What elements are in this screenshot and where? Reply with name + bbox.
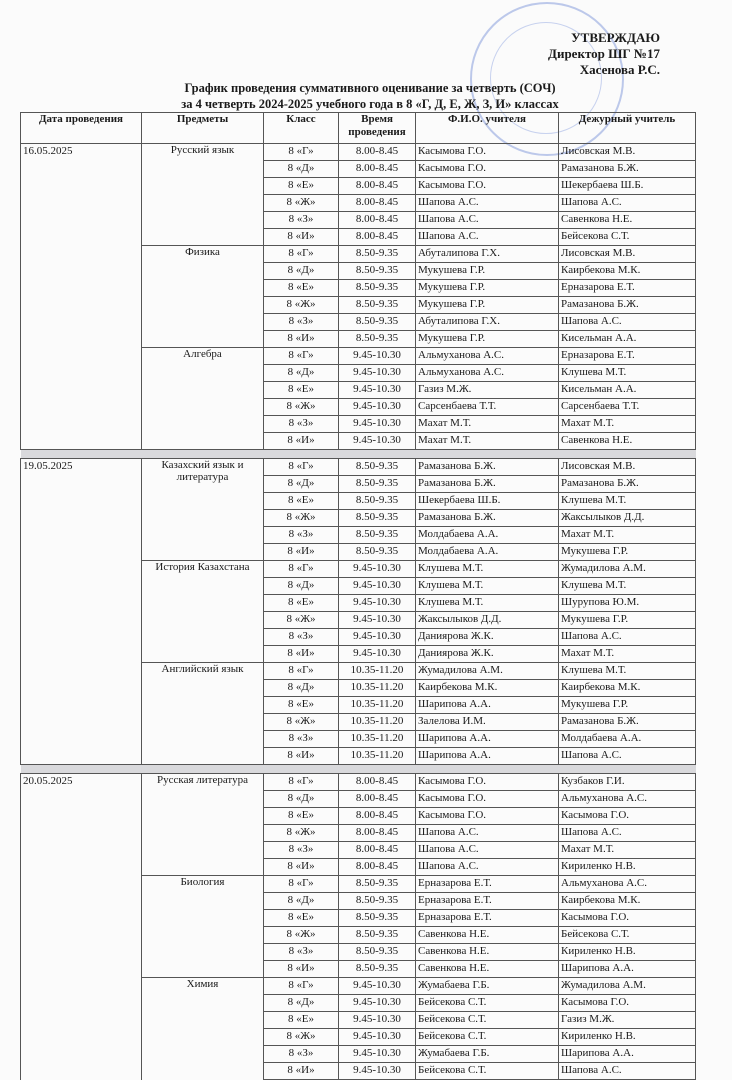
class-cell: 8 «И» xyxy=(264,748,339,765)
duty-teacher-cell: Кириленко Н.В. xyxy=(559,859,696,876)
approval-position: Директор ШГ №17 xyxy=(548,46,660,61)
time-cell: 9.45-10.30 xyxy=(339,433,416,450)
time-cell: 8.00-8.45 xyxy=(339,825,416,842)
teacher-cell: Мукушева Г.Р. xyxy=(416,297,559,314)
duty-teacher-cell: Кириленко Н.В. xyxy=(559,1029,696,1046)
time-cell: 8.50-9.35 xyxy=(339,246,416,263)
time-cell: 8.50-9.35 xyxy=(339,263,416,280)
duty-teacher-cell: Мукушева Г.Р. xyxy=(559,544,696,561)
time-cell: 8.50-9.35 xyxy=(339,527,416,544)
time-cell: 8.50-9.35 xyxy=(339,314,416,331)
teacher-cell: Залелова И.М. xyxy=(416,714,559,731)
teacher-cell: Шапова А.С. xyxy=(416,842,559,859)
duty-teacher-cell: Махат М.Т. xyxy=(559,416,696,433)
time-cell: 8.50-9.35 xyxy=(339,476,416,493)
teacher-cell: Шарипова А.А. xyxy=(416,697,559,714)
approval-name: Хасенова Р.С. xyxy=(579,62,660,77)
class-cell: 8 «И» xyxy=(264,646,339,663)
day-separator-cell xyxy=(21,450,696,459)
subject-cell: Английский язык xyxy=(142,663,264,765)
class-cell: 8 «Ж» xyxy=(264,399,339,416)
schedule-body xyxy=(21,144,696,1080)
duty-teacher-cell: Кузбаков Г.И. xyxy=(559,774,696,791)
title-line-2: за 4 четверть 2024-2025 учебного года в 8 «Г, Д, Е, Ж, З, И» классах xyxy=(181,97,559,111)
duty-teacher-cell: Газиз М.Ж. xyxy=(559,1012,696,1029)
duty-teacher-cell: Молдабаева А.А. xyxy=(559,731,696,748)
teacher-cell: Абуталипова Г.Х. xyxy=(416,314,559,331)
duty-teacher-cell: Каирбекова М.К. xyxy=(559,680,696,697)
teacher-cell: Махат М.Т. xyxy=(416,433,559,450)
teacher-cell: Савенкова Н.Е. xyxy=(416,927,559,944)
subject-cell: Биология xyxy=(142,876,264,978)
teacher-cell: Шапова А.С. xyxy=(416,195,559,212)
teacher-cell: Шапова А.С. xyxy=(416,859,559,876)
class-cell: 8 «Г» xyxy=(264,876,339,893)
time-cell: 9.45-10.30 xyxy=(339,382,416,399)
duty-teacher-cell: Ерназарова Е.Т. xyxy=(559,280,696,297)
duty-teacher-cell: Шапова А.С. xyxy=(559,1063,696,1080)
class-cell: 8 «Г» xyxy=(264,561,339,578)
header-duty-teacher: Дежурный учитель xyxy=(559,113,696,144)
duty-teacher-cell: Каирбекова М.К. xyxy=(559,893,696,910)
class-cell: 8 «Ж» xyxy=(264,510,339,527)
duty-teacher-cell: Шурупова Ю.М. xyxy=(559,595,696,612)
time-cell: 8.50-9.35 xyxy=(339,944,416,961)
time-cell: 9.45-10.30 xyxy=(339,416,416,433)
duty-teacher-cell: Клушева М.Т. xyxy=(559,493,696,510)
duty-teacher-cell: Лисовская М.В. xyxy=(559,144,696,161)
class-cell: 8 «Д» xyxy=(264,263,339,280)
teacher-cell: Газиз М.Ж. xyxy=(416,382,559,399)
teacher-cell: Касымова Г.О. xyxy=(416,161,559,178)
teacher-cell: Касымова Г.О. xyxy=(416,774,559,791)
time-cell: 8.50-9.35 xyxy=(339,510,416,527)
time-cell: 8.00-8.45 xyxy=(339,212,416,229)
duty-teacher-cell: Махат М.Т. xyxy=(559,842,696,859)
teacher-cell: Ерназарова Е.Т. xyxy=(416,910,559,927)
duty-teacher-cell: Шапова А.С. xyxy=(559,748,696,765)
teacher-cell: Савенкова Н.Е. xyxy=(416,961,559,978)
class-cell: 8 «Е» xyxy=(264,910,339,927)
time-cell: 9.45-10.30 xyxy=(339,399,416,416)
duty-teacher-cell: Жумадилова А.М. xyxy=(559,561,696,578)
teacher-cell: Мукушева Г.Р. xyxy=(416,331,559,348)
class-cell: 8 «И» xyxy=(264,433,339,450)
class-cell: 8 «Ж» xyxy=(264,612,339,629)
time-cell: 8.00-8.45 xyxy=(339,859,416,876)
duty-teacher-cell: Каирбекова М.К. xyxy=(559,263,696,280)
duty-teacher-cell: Клушева М.Т. xyxy=(559,578,696,595)
class-cell: 8 «З» xyxy=(264,416,339,433)
class-cell: 8 «И» xyxy=(264,229,339,246)
header-date: Дата проведения xyxy=(21,113,142,144)
teacher-cell: Рамазанова Б.Ж. xyxy=(416,476,559,493)
duty-teacher-cell: Шарипова А.А. xyxy=(559,961,696,978)
time-cell: 10.35-11.20 xyxy=(339,714,416,731)
duty-teacher-cell: Шекербаева Ш.Б. xyxy=(559,178,696,195)
duty-teacher-cell: Клушева М.Т. xyxy=(559,365,696,382)
class-cell: 8 «Д» xyxy=(264,680,339,697)
class-cell: 8 «Е» xyxy=(264,595,339,612)
time-cell: 9.45-10.30 xyxy=(339,348,416,365)
class-cell: 8 «И» xyxy=(264,544,339,561)
class-cell: 8 «З» xyxy=(264,527,339,544)
duty-teacher-cell: Савенкова Н.Е. xyxy=(559,212,696,229)
duty-teacher-cell: Ерназарова Е.Т. xyxy=(559,348,696,365)
teacher-cell: Клушева М.Т. xyxy=(416,578,559,595)
time-cell: 8.50-9.35 xyxy=(339,331,416,348)
duty-teacher-cell: Касымова Г.О. xyxy=(559,808,696,825)
duty-teacher-cell: Рамазанова Б.Ж. xyxy=(559,714,696,731)
duty-teacher-cell: Альмуханова А.С. xyxy=(559,876,696,893)
class-cell: 8 «З» xyxy=(264,314,339,331)
duty-teacher-cell: Махат М.Т. xyxy=(559,646,696,663)
teacher-cell: Ерназарова Е.Т. xyxy=(416,876,559,893)
schedule-table xyxy=(20,112,696,1080)
header-teacher: Ф.И.О. учителя xyxy=(416,113,559,144)
teacher-cell: Касымова Г.О. xyxy=(416,178,559,195)
duty-teacher-cell: Сарсенбаева Т.Т. xyxy=(559,399,696,416)
time-cell: 8.00-8.45 xyxy=(339,774,416,791)
header-class: Класс xyxy=(264,113,339,144)
title-line-1: График проведения суммативного оценивание за четверть (СОЧ) xyxy=(184,81,556,95)
class-cell: 8 «Ж» xyxy=(264,195,339,212)
teacher-cell: Ерназарова Е.Т. xyxy=(416,893,559,910)
class-cell: 8 «З» xyxy=(264,212,339,229)
teacher-cell: Бейсекова С.Т. xyxy=(416,1063,559,1080)
header-time: Время проведения xyxy=(339,113,416,144)
time-cell: 9.45-10.30 xyxy=(339,578,416,595)
teacher-cell: Мукушева Г.Р. xyxy=(416,263,559,280)
duty-teacher-cell: Альмуханова А.С. xyxy=(559,791,696,808)
duty-teacher-cell: Рамазанова Б.Ж. xyxy=(559,476,696,493)
teacher-cell: Шапова А.С. xyxy=(416,825,559,842)
teacher-cell: Касымова Г.О. xyxy=(416,144,559,161)
teacher-cell: Клушева М.Т. xyxy=(416,595,559,612)
duty-teacher-cell: Лисовская М.В. xyxy=(559,459,696,476)
teacher-cell: Клушева М.Т. xyxy=(416,561,559,578)
duty-teacher-cell: Касымова Г.О. xyxy=(559,910,696,927)
class-cell: 8 «Е» xyxy=(264,1012,339,1029)
subject-cell: Казахский язык и литература xyxy=(142,459,264,561)
teacher-cell: Шарипова А.А. xyxy=(416,748,559,765)
class-cell: 8 «И» xyxy=(264,961,339,978)
approval-block xyxy=(548,30,660,78)
teacher-cell: Бейсекова С.Т. xyxy=(416,1012,559,1029)
header-row xyxy=(21,113,696,144)
class-cell: 8 «Ж» xyxy=(264,714,339,731)
date-cell: 20.05.2025 xyxy=(21,774,142,1080)
teacher-cell: Савенкова Н.Е. xyxy=(416,944,559,961)
teacher-cell: Молдабаева А.А. xyxy=(416,527,559,544)
class-cell: 8 «Г» xyxy=(264,459,339,476)
date-cell: 19.05.2025 xyxy=(21,459,142,765)
time-cell: 9.45-10.30 xyxy=(339,1012,416,1029)
time-cell: 9.45-10.30 xyxy=(339,561,416,578)
table-row xyxy=(21,144,696,161)
table-row xyxy=(21,774,696,791)
subject-cell: Химия xyxy=(142,978,264,1080)
time-cell: 10.35-11.20 xyxy=(339,663,416,680)
time-cell: 9.45-10.30 xyxy=(339,1063,416,1080)
class-cell: 8 «З» xyxy=(264,629,339,646)
duty-teacher-cell: Рамазанова Б.Ж. xyxy=(559,297,696,314)
time-cell: 8.00-8.45 xyxy=(339,229,416,246)
duty-teacher-cell: Шапова А.С. xyxy=(559,314,696,331)
teacher-cell: Бейсекова С.Т. xyxy=(416,1029,559,1046)
time-cell: 8.50-9.35 xyxy=(339,544,416,561)
time-cell: 8.00-8.45 xyxy=(339,161,416,178)
table-row xyxy=(21,459,696,476)
subject-cell: Физика xyxy=(142,246,264,348)
class-cell: 8 «Д» xyxy=(264,893,339,910)
class-cell: 8 «Ж» xyxy=(264,825,339,842)
time-cell: 9.45-10.30 xyxy=(339,1029,416,1046)
header-subject: Предметы xyxy=(142,113,264,144)
class-cell: 8 «Г» xyxy=(264,144,339,161)
time-cell: 8.50-9.35 xyxy=(339,459,416,476)
duty-teacher-cell: Лисовская М.В. xyxy=(559,246,696,263)
time-cell: 8.00-8.45 xyxy=(339,842,416,859)
class-cell: 8 «Е» xyxy=(264,178,339,195)
document-title xyxy=(140,80,600,112)
class-cell: 8 «Г» xyxy=(264,978,339,995)
time-cell: 9.45-10.30 xyxy=(339,365,416,382)
teacher-cell: Касымова Г.О. xyxy=(416,808,559,825)
subject-cell: История Казахстана xyxy=(142,561,264,663)
duty-teacher-cell: Клушева М.Т. xyxy=(559,663,696,680)
class-cell: 8 «Ж» xyxy=(264,1029,339,1046)
class-cell: 8 «Е» xyxy=(264,697,339,714)
duty-teacher-cell: Рамазанова Б.Ж. xyxy=(559,161,696,178)
class-cell: 8 «З» xyxy=(264,731,339,748)
duty-teacher-cell: Шарипова А.А. xyxy=(559,1046,696,1063)
date-cell: 16.05.2025 xyxy=(21,144,142,450)
teacher-cell: Шарипова А.А. xyxy=(416,731,559,748)
teacher-cell: Шекербаева Ш.Б. xyxy=(416,493,559,510)
teacher-cell: Махат М.Т. xyxy=(416,416,559,433)
teacher-cell: Жумабаева Г.Б. xyxy=(416,978,559,995)
duty-teacher-cell: Шапова А.С. xyxy=(559,629,696,646)
time-cell: 10.35-11.20 xyxy=(339,731,416,748)
teacher-cell: Шапова А.С. xyxy=(416,212,559,229)
class-cell: 8 «Е» xyxy=(264,808,339,825)
time-cell: 10.35-11.20 xyxy=(339,748,416,765)
duty-teacher-cell: Кисельман А.А. xyxy=(559,382,696,399)
duty-teacher-cell: Шапова А.С. xyxy=(559,825,696,842)
time-cell: 10.35-11.20 xyxy=(339,697,416,714)
approval-title: УТВЕРЖДАЮ xyxy=(571,30,660,45)
class-cell: 8 «Г» xyxy=(264,348,339,365)
teacher-cell: Жумадилова А.М. xyxy=(416,663,559,680)
teacher-cell: Жаксылыков Д.Д. xyxy=(416,612,559,629)
duty-teacher-cell: Жумадилова А.М. xyxy=(559,978,696,995)
class-cell: 8 «З» xyxy=(264,1046,339,1063)
duty-teacher-cell: Кириленко Н.В. xyxy=(559,944,696,961)
class-cell: 8 «И» xyxy=(264,859,339,876)
class-cell: 8 «И» xyxy=(264,331,339,348)
time-cell: 8.00-8.45 xyxy=(339,808,416,825)
time-cell: 8.00-8.45 xyxy=(339,144,416,161)
time-cell: 9.45-10.30 xyxy=(339,978,416,995)
subject-cell: Алгебра xyxy=(142,348,264,450)
day-separator xyxy=(21,450,696,459)
class-cell: 8 «Е» xyxy=(264,382,339,399)
teacher-cell: Шапова А.С. xyxy=(416,229,559,246)
duty-teacher-cell: Мукушева Г.Р. xyxy=(559,697,696,714)
class-cell: 8 «Г» xyxy=(264,663,339,680)
duty-teacher-cell: Бейсекова С.Т. xyxy=(559,927,696,944)
time-cell: 8.50-9.35 xyxy=(339,493,416,510)
duty-teacher-cell: Мукушева Г.Р. xyxy=(559,612,696,629)
teacher-cell: Жумабаева Г.Б. xyxy=(416,1046,559,1063)
time-cell: 8.00-8.45 xyxy=(339,195,416,212)
class-cell: 8 «Г» xyxy=(264,246,339,263)
time-cell: 9.45-10.30 xyxy=(339,1046,416,1063)
time-cell: 8.50-9.35 xyxy=(339,876,416,893)
teacher-cell: Рамазанова Б.Ж. xyxy=(416,510,559,527)
time-cell: 8.50-9.35 xyxy=(339,297,416,314)
class-cell: 8 «Ж» xyxy=(264,927,339,944)
class-cell: 8 «Д» xyxy=(264,476,339,493)
time-cell: 8.50-9.35 xyxy=(339,280,416,297)
teacher-cell: Касымова Г.О. xyxy=(416,791,559,808)
time-cell: 8.50-9.35 xyxy=(339,893,416,910)
teacher-cell: Даниярова Ж.К. xyxy=(416,646,559,663)
subject-cell: Русская литература xyxy=(142,774,264,876)
duty-teacher-cell: Бейсекова С.Т. xyxy=(559,229,696,246)
teacher-cell: Каирбекова М.К. xyxy=(416,680,559,697)
teacher-cell: Молдабаева А.А. xyxy=(416,544,559,561)
class-cell: 8 «Д» xyxy=(264,161,339,178)
day-separator xyxy=(21,765,696,774)
teacher-cell: Абуталипова Г.Х. xyxy=(416,246,559,263)
class-cell: 8 «Ж» xyxy=(264,297,339,314)
teacher-cell: Альмуханова А.С. xyxy=(416,348,559,365)
time-cell: 8.00-8.45 xyxy=(339,791,416,808)
class-cell: 8 «З» xyxy=(264,842,339,859)
teacher-cell: Альмуханова А.С. xyxy=(416,365,559,382)
time-cell: 9.45-10.30 xyxy=(339,629,416,646)
class-cell: 8 «Д» xyxy=(264,995,339,1012)
class-cell: 8 «З» xyxy=(264,944,339,961)
duty-teacher-cell: Савенкова Н.Е. xyxy=(559,433,696,450)
time-cell: 8.00-8.45 xyxy=(339,178,416,195)
time-cell: 8.50-9.35 xyxy=(339,961,416,978)
duty-teacher-cell: Шапова А.С. xyxy=(559,195,696,212)
class-cell: 8 «И» xyxy=(264,1063,339,1080)
time-cell: 8.50-9.35 xyxy=(339,927,416,944)
class-cell: 8 «Г» xyxy=(264,774,339,791)
time-cell: 10.35-11.20 xyxy=(339,680,416,697)
time-cell: 9.45-10.30 xyxy=(339,646,416,663)
day-separator-cell xyxy=(21,765,696,774)
duty-teacher-cell: Жаксылыков Д.Д. xyxy=(559,510,696,527)
class-cell: 8 «Д» xyxy=(264,365,339,382)
class-cell: 8 «Е» xyxy=(264,493,339,510)
duty-teacher-cell: Махат М.Т. xyxy=(559,527,696,544)
teacher-cell: Мукушева Г.Р. xyxy=(416,280,559,297)
class-cell: 8 «Д» xyxy=(264,791,339,808)
class-cell: 8 «Д» xyxy=(264,578,339,595)
duty-teacher-cell: Касымова Г.О. xyxy=(559,995,696,1012)
time-cell: 9.45-10.30 xyxy=(339,995,416,1012)
time-cell: 8.50-9.35 xyxy=(339,910,416,927)
class-cell: 8 «Е» xyxy=(264,280,339,297)
time-cell: 9.45-10.30 xyxy=(339,612,416,629)
time-cell: 9.45-10.30 xyxy=(339,595,416,612)
teacher-cell: Бейсекова С.Т. xyxy=(416,995,559,1012)
duty-teacher-cell: Кисельман А.А. xyxy=(559,331,696,348)
teacher-cell: Сарсенбаева Т.Т. xyxy=(416,399,559,416)
subject-cell: Русский язык xyxy=(142,144,264,246)
teacher-cell: Рамазанова Б.Ж. xyxy=(416,459,559,476)
teacher-cell: Даниярова Ж.К. xyxy=(416,629,559,646)
